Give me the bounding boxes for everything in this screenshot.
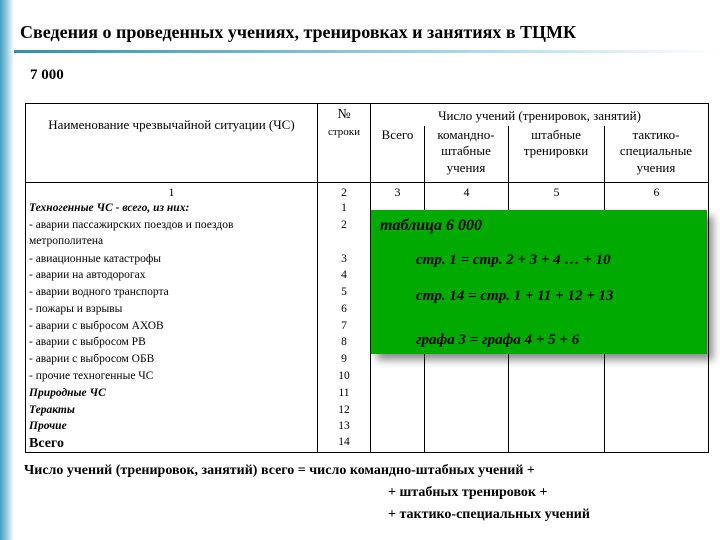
row-number: 6 <box>341 303 347 315</box>
header-num-label: строки <box>327 126 361 138</box>
formula-line-2: + штабных тренировок + <box>388 485 548 500</box>
row-number: 7 <box>341 320 347 332</box>
row-number: 5 <box>341 286 347 298</box>
row-name: - аварии на автодорогах <box>29 269 146 281</box>
row-name: Природные ЧС <box>29 387 106 399</box>
row-name: - пожары и взрывы <box>29 303 123 315</box>
row-number: 14 <box>338 436 350 448</box>
col-number-5: 5 <box>553 185 560 199</box>
header-total: Всего <box>381 127 414 142</box>
col-number-2: 2 <box>341 185 347 199</box>
header-num-symbol: № <box>337 107 351 122</box>
left-decor-bar <box>0 0 14 540</box>
row-name: - аварии пассажирских поездов и поездов метрополитена <box>29 219 234 247</box>
row-name: Теракты <box>29 404 75 416</box>
header-divider <box>14 50 720 53</box>
header-name: Наименование чрезвычайной ситуации (ЧС) <box>48 117 295 132</box>
row-name: - аварии с выбросом АХОВ <box>29 320 164 332</box>
note-rule-rows: стр. 1 = стр. 2 + 3 + 4 … + 10 <box>416 252 611 268</box>
col-number-3: 3 <box>394 185 401 199</box>
note-rule-total: стр. 14 = стр. 1 + 11 + 12 + 13 <box>416 288 614 304</box>
row-name: - прочие техногенные ЧС <box>29 370 154 382</box>
row-name: - аварии водного транспорта <box>29 286 169 298</box>
row-number: 13 <box>338 420 350 432</box>
row-number: 12 <box>338 404 350 416</box>
header-command: командно-штабные учения <box>437 127 495 175</box>
row-name: - аварии с выбросом ОБВ <box>29 353 155 365</box>
row-number: 11 <box>338 387 350 399</box>
note-rule-columns: графа 3 = графа 4 + 5 + 6 <box>416 332 580 348</box>
col-number-1: 1 <box>168 185 175 199</box>
row-number: 9 <box>341 353 347 365</box>
row-name: - авиационные катастрофы <box>29 253 162 265</box>
row-number: 1 <box>341 202 347 214</box>
header-tactical: тактико-специальные учения <box>619 127 693 175</box>
formula-line-3: + тактико-специальных учений <box>388 507 590 522</box>
row-number: 8 <box>341 336 347 348</box>
col-number-6: 6 <box>653 185 660 199</box>
formula-line-1: Число учений (тренировок, занятий) всего = число командно-штабных учений + <box>24 463 535 478</box>
row-name: - аварии с выбросом РВ <box>29 336 146 348</box>
col-number-4: 4 <box>463 185 470 199</box>
header-staff: штабные тренировки <box>523 127 589 159</box>
row-number: 10 <box>338 370 350 382</box>
row-number: 2 <box>341 219 347 231</box>
row-name: Прочие <box>29 420 67 432</box>
page-title: Сведения о проведенных учениях, тренировках и занятиях в ТЦМК <box>20 22 577 42</box>
form-code: 7 000 <box>30 67 64 83</box>
row-number: 4 <box>341 269 347 281</box>
note-table-ref: таблица 6 000 <box>380 217 483 234</box>
header-group: Число учений (тренировок, занятий) <box>438 108 641 123</box>
row-name: Техногенные ЧС - всего, из них: <box>29 202 190 214</box>
row-name-total: Всего <box>29 436 64 451</box>
row-number: 3 <box>341 253 347 265</box>
